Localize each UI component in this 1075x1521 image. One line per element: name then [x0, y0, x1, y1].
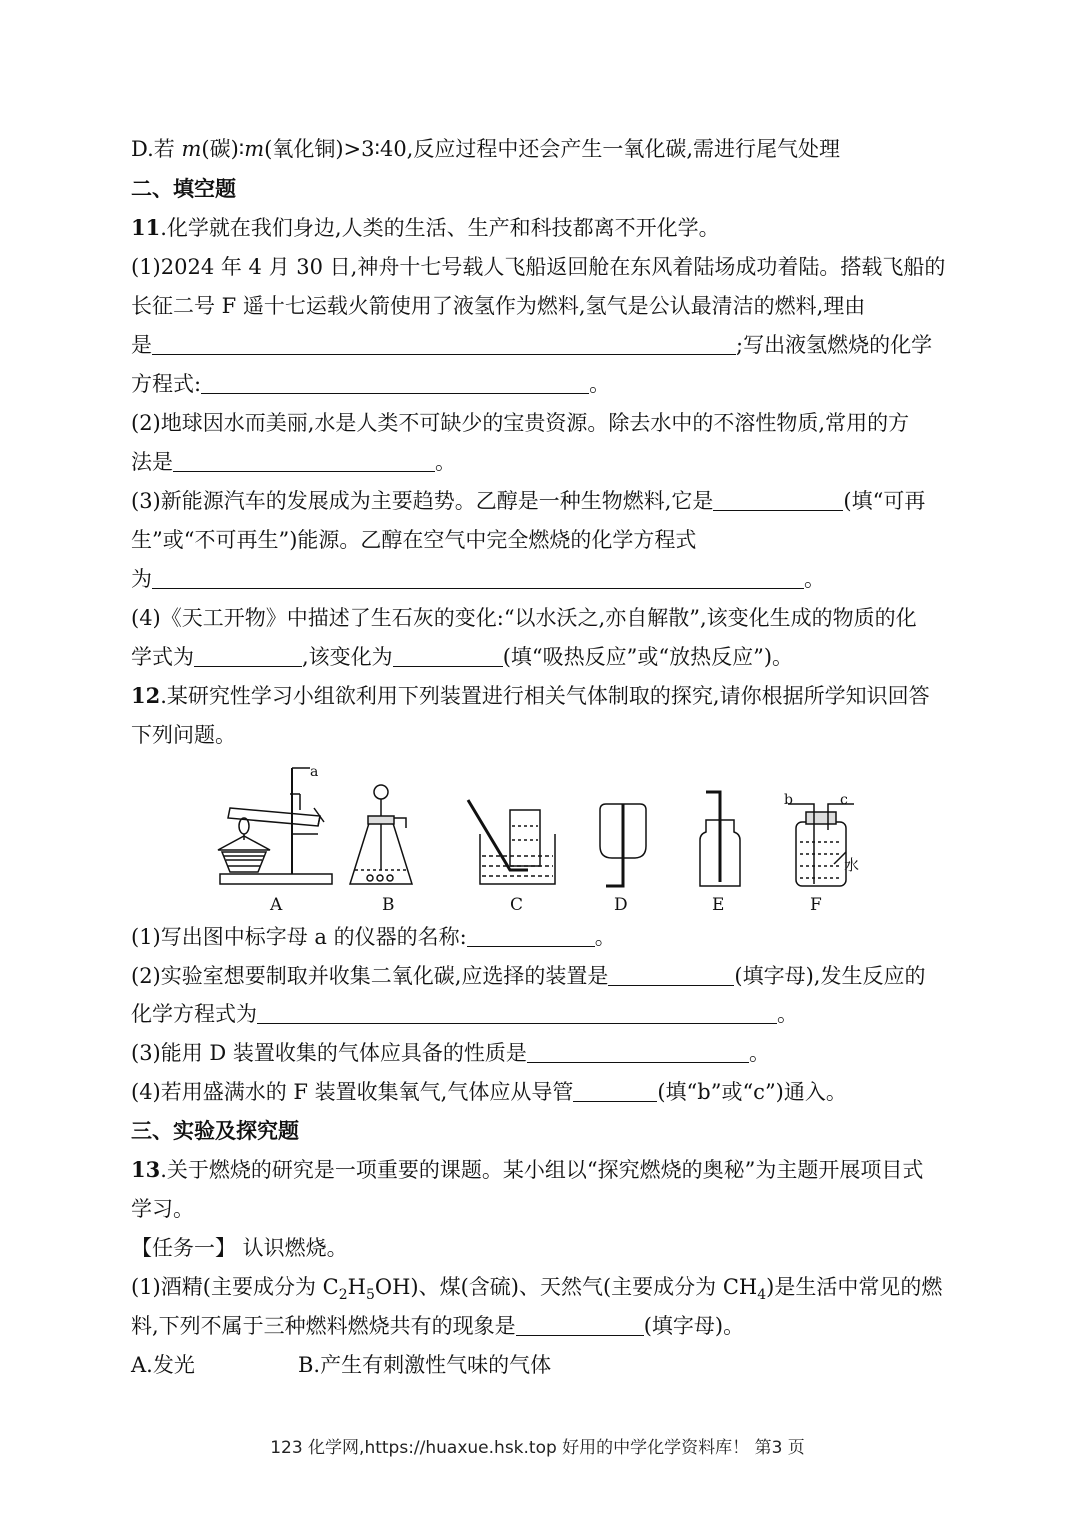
- answer-blank[interactable]: [516, 1315, 644, 1336]
- q12-2-line-b: 化学方程式为 。: [131, 1002, 798, 1026]
- option-b: B.产生有刺激性气味的气体: [298, 1353, 552, 1377]
- question-13-stem-2: 学习。: [131, 1197, 194, 1221]
- q12-4: (4)若用盛满水的 F 装置收集氧气,气体应从导管 (填“b”或“c”)通入。: [131, 1080, 847, 1104]
- q11-4-line-b: 学式为 ,该变化为 (填“吸热反应”或“放热反应”)。: [131, 645, 794, 669]
- apparatus-e: [700, 792, 740, 886]
- apparatus-b: [350, 785, 412, 884]
- q11-1-line-d: 方程式: 。: [131, 372, 611, 396]
- q10-option-d: D.若 m(碳)∶m(氧化铜)>3∶40,反应过程中还会产生一氧化碳,需进行尾气处理: [131, 137, 841, 161]
- q11-4-line-a: (4)《天工开物》中描述了生石灰的变化:“以水沃之,亦自解散”,该变化生成的物质的化: [131, 606, 917, 630]
- label-d: D: [614, 895, 628, 915]
- apparatus-c: [468, 800, 555, 884]
- q11-2-line-a: (2)地球因水而美丽,水是人类不可缺少的宝贵资源。除去水中的不溶性物质,常用的方: [131, 411, 910, 435]
- q11-3-line-c: 为 。: [131, 567, 825, 591]
- marker-water: 水: [844, 856, 860, 874]
- task-one-heading: 【任务一】 认识燃烧。: [131, 1236, 348, 1260]
- label-c: C: [510, 895, 524, 915]
- label-e: E: [712, 895, 725, 915]
- marker-a: a: [310, 764, 319, 780]
- answer-blank[interactable]: [393, 646, 503, 667]
- answer-blank[interactable]: [152, 568, 804, 589]
- answer-blank[interactable]: [173, 451, 435, 472]
- q12-2-line-a: (2)实验室想要制取并收集二氧化碳,应选择的装置是 (填字母),发生反应的: [131, 964, 926, 988]
- answer-blank[interactable]: [152, 334, 736, 355]
- question-12-stem: 12.某研究性学习小组欲利用下列装置进行相关气体制取的探究,请你根据所学知识回答: [131, 683, 930, 708]
- answer-blank[interactable]: [573, 1081, 657, 1102]
- apparatus-figure: [210, 760, 870, 918]
- q12-3: (3)能用 D 装置收集的气体应具备的性质是 。: [131, 1041, 770, 1065]
- marker-c: c: [840, 792, 848, 808]
- q11-1-line-c: 是 ;写出液氢燃烧的化学: [131, 333, 933, 357]
- answer-blank[interactable]: [467, 926, 595, 947]
- q11-1-line-b: 长征二号 F 遥十七运载火箭使用了液氢作为燃料,氢气是公认最清洁的燃料,理由: [131, 294, 866, 318]
- q11-3-line-a: (3)新能源汽车的发展成为主要趋势。乙醇是一种生物燃料,它是 (填“可再: [131, 489, 926, 513]
- answer-blank[interactable]: [257, 1003, 777, 1024]
- q11-3-line-b: 生”或“不可再生”)能源。乙醇在空气中完全燃烧的化学方程式: [131, 528, 697, 552]
- section-heading-fill-blank: 二、填空题: [131, 176, 236, 201]
- q12-1: (1)写出图中标字母 a 的仪器的名称: 。: [131, 925, 616, 949]
- option-a: A.发光: [131, 1353, 195, 1377]
- answer-blank[interactable]: [194, 646, 302, 667]
- section-heading-experiment: 三、实验及探究题: [131, 1118, 299, 1143]
- question-13-stem: 13.关于燃烧的研究是一项重要的课题。某小组以“探究燃烧的奥秘”为主题开展项目式: [131, 1157, 924, 1182]
- question-11-stem: 11.化学就在我们身边,人类的生活、生产和科技都离不开化学。: [131, 215, 720, 240]
- marker-b: b: [784, 792, 793, 808]
- label-a: A: [270, 895, 283, 915]
- q11-2-line-b: 法是 。: [131, 450, 456, 474]
- q13-1-line-a: (1)酒精(主要成分为 $C_2H_5OH$)、煤(含硫)、天然气(主要成分为 $CH_4$)是生活中常见的燃: [131, 1275, 943, 1304]
- q13-1-line-b: 料,下列不属于三种燃料燃烧共有的现象是 (填字母)。: [131, 1314, 745, 1338]
- question-12-stem-2: 下列问题。: [131, 723, 236, 747]
- answer-blank[interactable]: [608, 965, 734, 986]
- q11-1-line-a: (1)2024 年 4 月 30 日,神舟十七号载人飞船返回舱在东风着陆场成功着陆。搭载飞船的: [131, 255, 946, 279]
- page-footer: 123 化学网,https://huaxue.hsk.top 好用的中学化学资料库！ 第3 页: [270, 1438, 805, 1458]
- label-b: B: [382, 895, 395, 915]
- answer-blank[interactable]: [527, 1042, 749, 1063]
- label-f: F: [810, 895, 822, 915]
- apparatus-a: [218, 768, 332, 884]
- apparatus-d: [600, 804, 646, 886]
- answer-blank[interactable]: [201, 373, 589, 394]
- answer-blank[interactable]: [713, 490, 843, 511]
